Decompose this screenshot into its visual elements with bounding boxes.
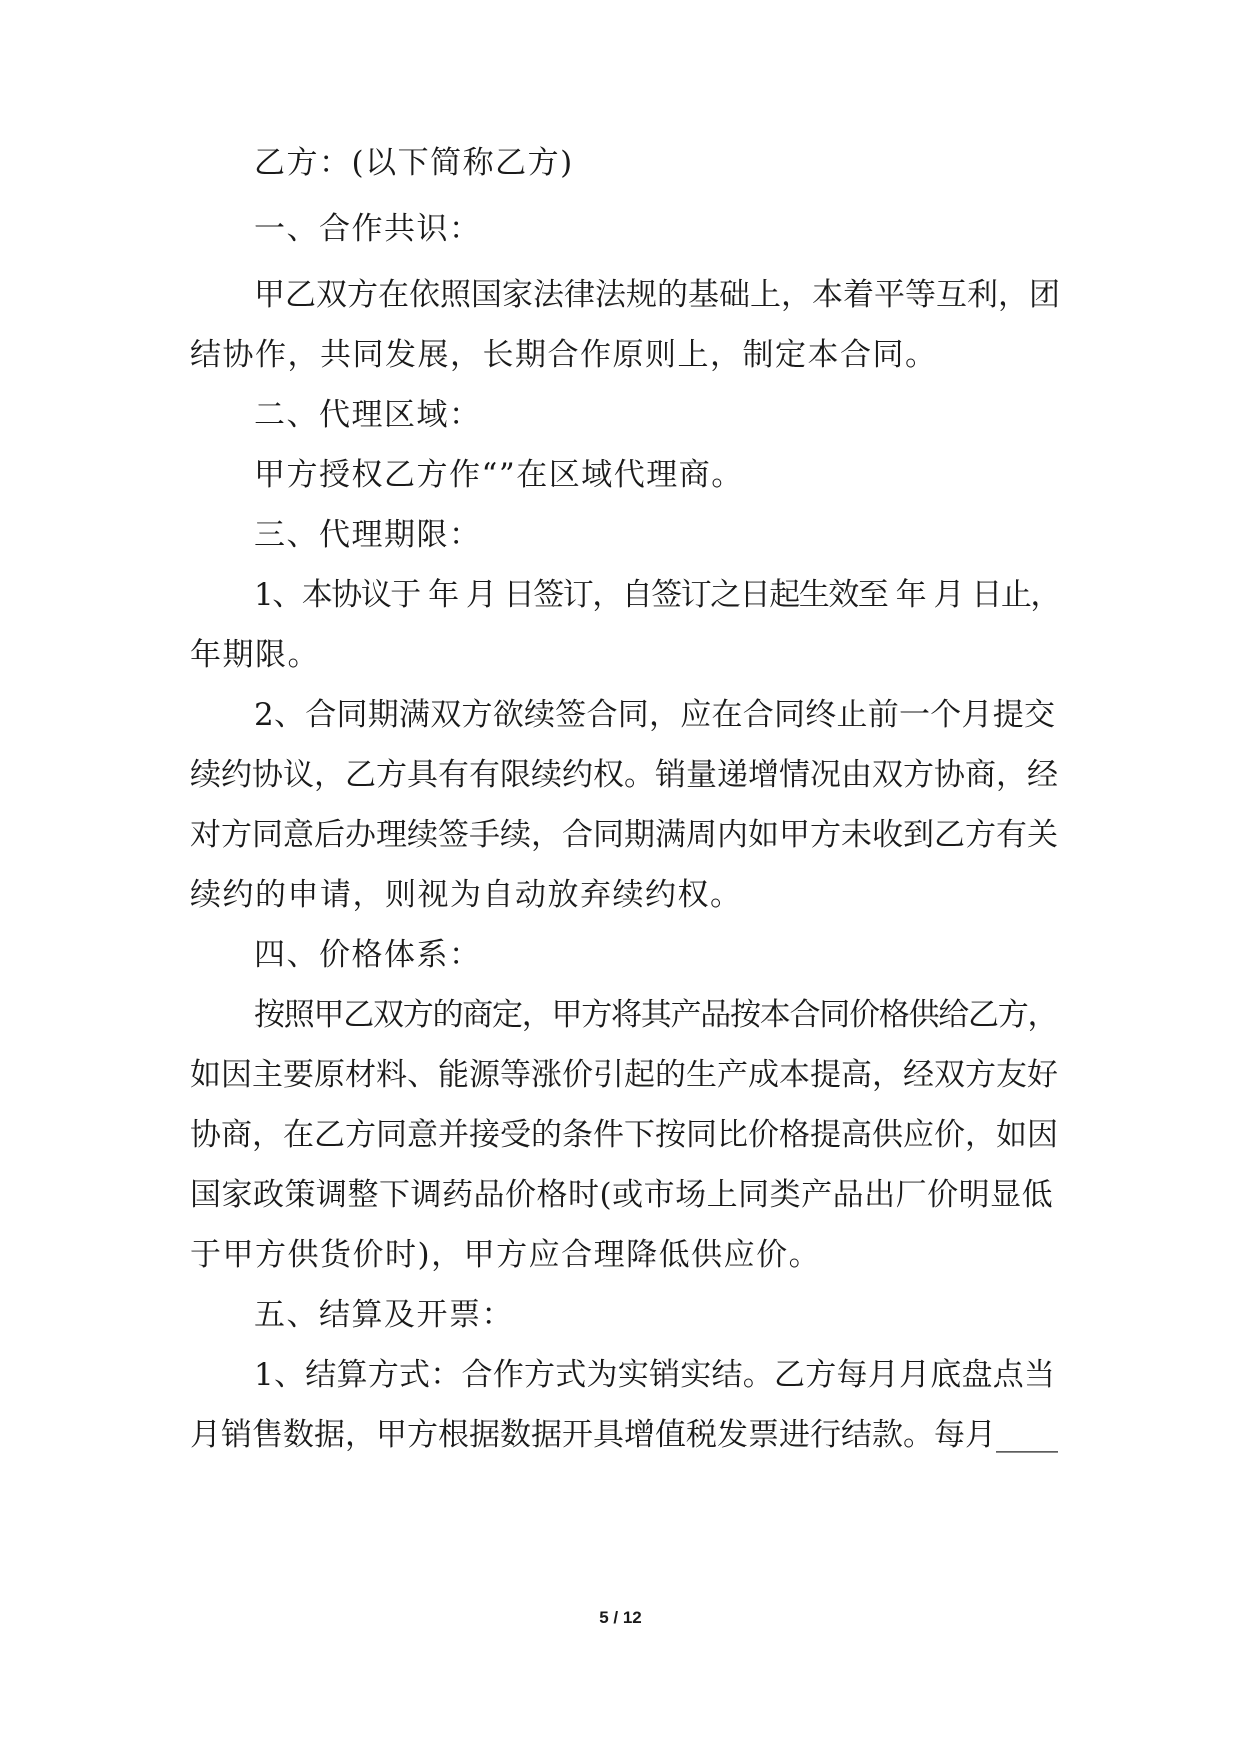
paragraph-line: 如因主要原材料、能源等涨价引起的生产成本提高，经双方友好: [190, 1057, 1058, 1093]
section-heading-term: 三、代理期限：: [254, 517, 482, 553]
paragraph-line: 对方同意后办理续签手续，合同期满周内如甲方未收到乙方有关: [190, 817, 1058, 853]
paragraph-line: 1、结算方式：合作方式为实销实结。乙方每月月底盘点当: [254, 1357, 1056, 1393]
section-heading-cooperation: 一、合作共识：: [254, 211, 482, 247]
paragraph-line: 国家政策调整下调药品价格时(或市场上同类产品出厂价明显低: [190, 1177, 1054, 1213]
party-b-line: 乙方：(以下简称乙方): [254, 145, 574, 181]
paragraph-line: 月销售数据，甲方根据数据开具增值税发票进行结款。每月____: [190, 1417, 1058, 1453]
paragraph-line: 续约协议，乙方具有有限续约权。销量递增情况由双方协商，经: [190, 757, 1058, 793]
paragraph-line: 结协作，共同发展，长期合作原则上，制定本合同。: [190, 337, 938, 373]
paragraph-line: 2、合同期满双方欲续签合同，应在合同终止前一个月提交: [254, 697, 1056, 733]
section-heading-settlement: 五、结算及开票：: [254, 1297, 514, 1333]
paragraph-line: 年期限。: [190, 637, 320, 673]
paragraph-line: 1、本协议于 年 月 日签订，自签订之日起生效至 年 月 日止，: [254, 577, 1060, 613]
section-heading-pricing: 四、价格体系：: [254, 937, 482, 973]
paragraph-line: 续约的申请，则视为自动放弃续约权。: [190, 877, 743, 913]
paragraph-line: 协商，在乙方同意并接受的条件下按同比价格提高供应价，如因: [190, 1117, 1058, 1153]
section-heading-region: 二、代理区域：: [254, 397, 482, 433]
page-number: 5 / 12: [599, 1608, 642, 1627]
paragraph-line: 按照甲乙双方的商定，甲方将其产品按本合同价格供给乙方，: [254, 997, 1058, 1033]
paragraph-line: 甲乙双方在依照国家法律法规的基础上，本着平等互利，团: [254, 277, 1060, 313]
paragraph-line: 于甲方供货价时)，甲方应合理降低供应价。: [190, 1237, 822, 1273]
paragraph-line: 甲方授权乙方作“”在区域代理商。: [254, 457, 744, 493]
